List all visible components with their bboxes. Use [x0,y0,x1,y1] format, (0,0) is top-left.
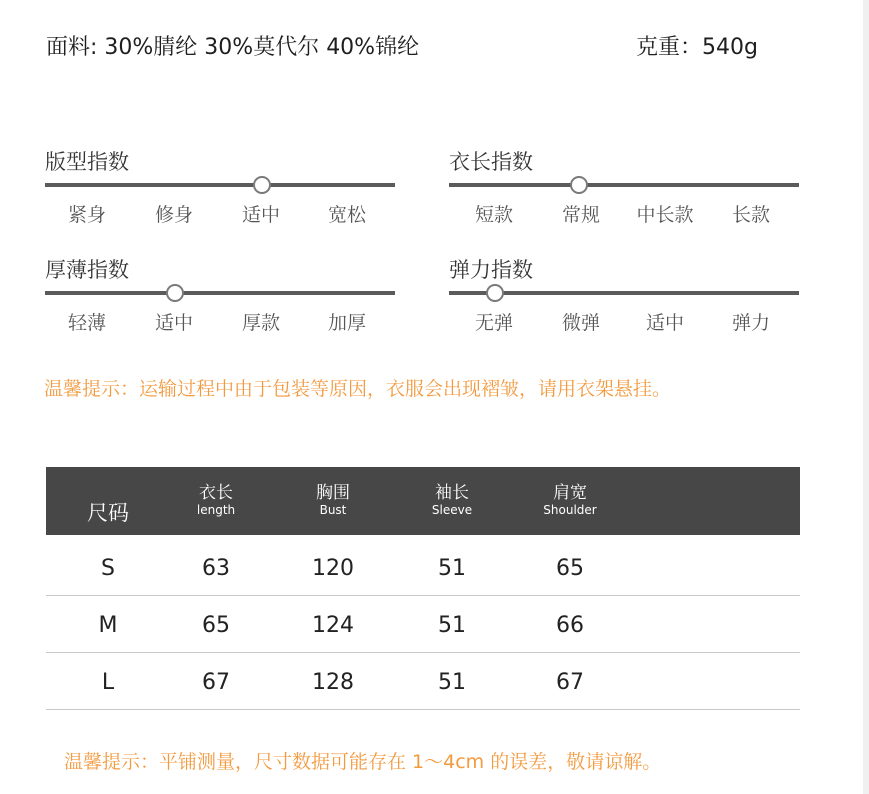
measurement-notice: 温馨提示：平铺测量，尺寸数据可能存在 1～4cm 的误差，敬请谅解。 [64,751,662,773]
index-knob [486,284,504,302]
index-label: 常规 [561,204,600,226]
index-title: 版型指数 [45,150,129,174]
length-cell: 63 [202,556,230,581]
sleeve-cell: 51 [438,613,466,638]
size-cell: S [101,556,115,581]
shoulder-cell: 65 [556,556,584,581]
sleeve-column-header: 袖长 Sleeve [431,483,473,517]
index-label: 微弹 [561,312,600,334]
elasticity-index [449,254,801,344]
size-cell: M [98,613,118,638]
table-row [46,596,800,653]
length-cell: 67 [202,670,230,695]
index-title: 衣长指数 [449,150,533,174]
bust-cell: 124 [312,613,354,638]
table-row [46,653,800,710]
length-column-header: 衣长 length [196,483,236,517]
shoulder-cell: 67 [556,670,584,695]
index-knob [166,284,184,302]
sleeve-cell: 51 [438,670,466,695]
sleeve-cell: 51 [438,556,466,581]
index-track [45,183,395,187]
shipping-notice: 温馨提示：运输过程中由于包装等原因，衣服会出现褶皱，请用衣架悬挂。 [44,378,672,400]
size-table-header: 尺码 衣长 length 胸围 Bust 袖长 Sleeve 肩宽 Shoulder [46,467,800,535]
index-label: 宽松 [327,204,366,226]
fabric-composition: 面料: 30%腈纶 30%莫代尔 40%锦纶 [46,35,420,60]
index-label: 无弹 [474,312,513,334]
size-table [46,467,800,710]
index-knob [253,176,271,194]
table-row [46,539,800,596]
index-label: 适中 [645,312,684,334]
thickness-index [45,254,397,344]
length-index [449,146,801,236]
bust-cell: 120 [312,556,354,581]
shoulder-cell: 66 [556,613,584,638]
length-cell: 65 [202,613,230,638]
index-title: 厚薄指数 [45,258,129,282]
index-title: 弹力指数 [449,258,533,282]
index-label: 适中 [154,312,193,334]
index-label: 短款 [474,204,513,226]
index-label: 长款 [731,204,770,226]
shoulder-column-header: 肩宽 Shoulder [543,483,597,517]
page-edge-shadow [863,0,869,794]
index-knob [570,176,588,194]
index-track [449,183,799,187]
bust-column-header: 胸围 Bust [316,483,350,517]
bust-cell: 128 [312,670,354,695]
index-label: 弹力 [731,312,770,334]
index-label: 加厚 [327,312,366,334]
size-cell: L [101,670,115,695]
fabric-weight: 克重：540g [636,35,758,60]
index-label: 厚款 [241,312,280,334]
index-label: 中长款 [636,204,694,226]
index-label: 轻薄 [67,312,106,334]
fit-index [45,146,397,236]
index-label: 修身 [154,204,193,226]
index-label: 适中 [241,204,280,226]
index-track [45,291,395,295]
index-label: 紧身 [67,204,106,226]
